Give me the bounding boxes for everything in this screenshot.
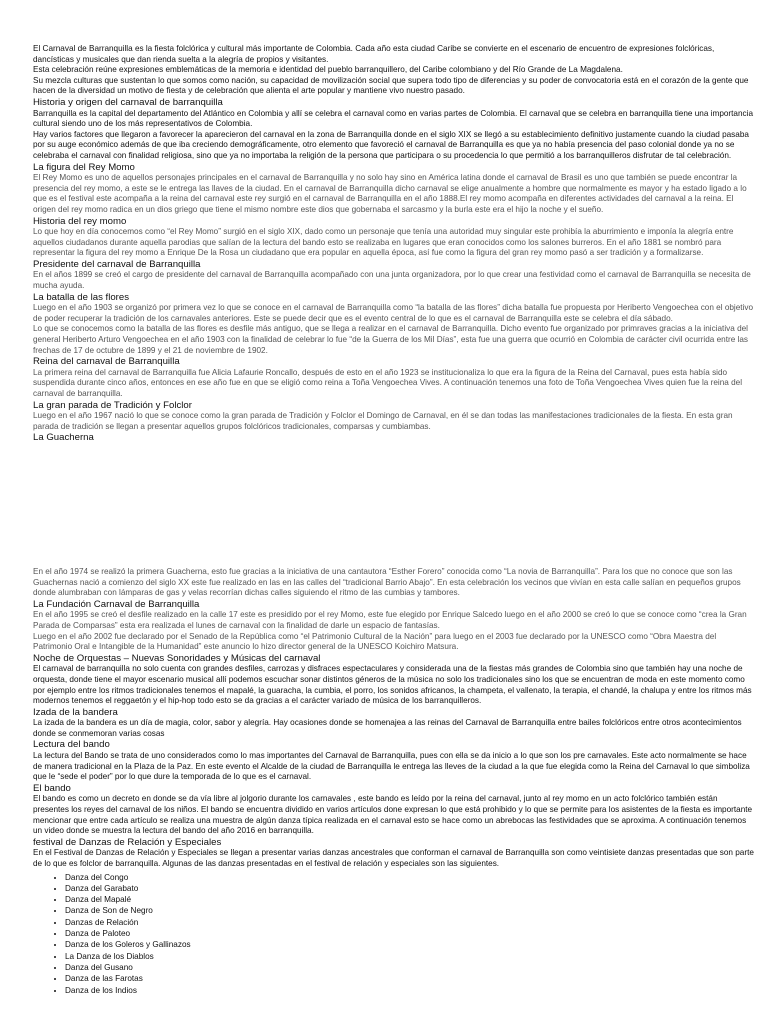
list-item: • Danza del Mapalé: [65, 894, 755, 905]
document-body: [33, 44, 755, 996]
paragraph-batalla-1: Luego en el año 1903 se organizó por primera vez lo que se conoce en el carnaval de Barranquilla como “la batalla de las flores” dicha batalla fue propuesta por Heriberto Vengoechea con el objetivo de poder recuperar la tradición de los carnavales anteriores. Este se puede decir que es el evento central de lo que es el carnaval de Barranquilla este se celebra el día sábado.: [33, 303, 754, 323]
paragraph-lectura-bando: La lectura del Bando se trata de uno considerados como lo mas importantes del Carnaval de Barranquilla, pues con ella se da inicio a lo que son los pre carnavales. Este acto normalmente se hace de manera tradicional en la Plaza de la Paz. En este evento el Alcalde de la ciudad de Barranquilla le entrega las lleves de la ciudad a la que fue elegida como la Reina del Carnaval lo que simboliza que le “sede el poder” por lo que dure la temporada de lo que es el carnaval.: [33, 751, 750, 782]
heading-festival-danzas: festival de Danzas de Relación y Especiales: [33, 836, 222, 848]
paragraph-rey-momo: El Rey Momo es uno de aquellos personajes principales en el carnaval de Barranquilla y no solo hay sino en América latina donde el carnaval de Brasil es uno que también se puede encontrar la presencia del rey momo, a este se le entrega las llaves de la ciudad. En el carnaval de Barranquilla dicho carnaval se elige anualmente a hombre que normalmente es mayor y ha estado ligado a lo que es el festival este acompaña a la reina del carnaval este rey surgió en el carnaval de Barranquilla en el año 1888.El rey momo acompaña en diferentes actividades del carnaval a la reina. El origen del rey momo radica en un dios griego que tiene el mismo nombre este dios que gobernaba el sarcasmo y la burla este era el hijo la noche y el sueño.: [33, 173, 747, 214]
list-item: • Danza del Gusano: [65, 962, 755, 973]
heading-rey-momo: La figura del Rey Momo: [33, 161, 135, 173]
heading-presidente: Presidente del carnaval de Barranquilla: [33, 258, 201, 270]
heading-historia: Historia y origen del carnaval de barranquilla: [33, 96, 223, 108]
paragraph-guacherna: En el año 1974 se realizó la primera Guacherna, esto fue gracias a la iniciativa de una cantautora “Esther Forero” conocida como “La novia de Barranquilla”. Para los que no conoce que son las Guachernas nació a comienzo del siglo XX este fue realizado en las en las calles del “tradicional Barrio Abajo”. En esta celebración los vecinos que vivían en esta calle salían en pequeños grupos donde alumbraban con lámparas de gas y velas recorrían dichas calles siguiendo el ritmo de las cumbias y tambores.: [33, 566, 741, 598]
paragraph-fundacion-1: En el año 1995 se creó el desfile realizado en la calle 17 este es presidido por el rey Momo, este fue elegido por Enrique Salcedo luego en el año 2000 se creó lo que se conoce como “crea la Gran Parada de Comparsas” esta era realizada el lunes de carnaval con la finalidad de darle un espacio de fantasías.: [33, 610, 747, 630]
heading-lectura-bando: Lectura del bando: [33, 739, 110, 751]
heading-batalla-flores: La batalla de las flores: [33, 291, 129, 303]
paragraph-festival-danzas: En el Festival de Danzas de Relación y Especiales se llegan a presentar varias danzas ancestrales que conforman el carnaval de Barranquilla son como veintisiete danzas presentadas que son parte de lo que es folclor de barranquilla. Algunas de las danzas presentadas en el festival de relación y especiales son las siguientes.: [33, 848, 754, 868]
list-item: • Danza de Paloteo: [65, 928, 755, 939]
list-item: • Danza de Son de Negro: [65, 905, 755, 916]
paragraph-izada: La izada de la bandera es un día de magia, color, sabor y alegría. Hay ocasiones donde se homenajea a las reinas del Carnaval de Barranquilla entre bailes folclóricos entre otros acontecimientos donde se conmemoran varias cosas: [33, 718, 742, 738]
paragraph-presidente: En el años 1899 se creó el cargo de presidente del carnaval de Barranquilla acompañado con una junta organizadora, por lo que crear una festividad como el carnaval de Barranquilla se necesita de mucha ayuda.: [33, 270, 751, 291]
list-item: • Danza de las Farotas: [65, 973, 755, 984]
paragraph-reina: La primera reina del carnaval de Barranquilla fue Alicia Lafaurie Roncallo, después de esto en el año 1923 se institucionaliza lo que era la figura de la Reina del Carnaval, pues esta había sido suspendida durante cinco años, entonces en ese año fue en que se eligió como reina a Toña Vengoechea Vives. A continuación tenemos una foto de Toña Vengoechea Vives quien fue la reina del carnaval de barranquilla.: [33, 367, 743, 398]
paragraph-intro-3: Su mezcla culturas que sustentan lo que somos como nación, su capacidad de movilización social que supera todo tipo de diferencias y su poder de convocatoria está en el corazón de la gente que hacen de la diversidad un motivo de fiesta y de celebración que alienta el arte popular y mantiene vivo nuestro pasado.: [33, 75, 749, 96]
paragraph-fundacion-2: Luego en el año 2002 fue declarado por el Senado de la República como “el Patrimonio Cultural de la Nación” para luego en el 2003 fue declarado por la UNESCO como “Obra Maestra del Patrimonio Oral e Intangible de la Humanidad” este anuncio lo hizo director general de la UNESCO Koichiro Matsura.: [33, 631, 717, 652]
heading-guacherna: La Guacherna: [33, 432, 94, 444]
list-item: • Danza de los Goleros y Gallinazos: [65, 939, 755, 950]
paragraph-historia-1: Barranquilla es la capital del departamento del Atlántico en Colombia y allí se celebra el carnaval como en varias partes de Colombia. El carnaval que se celebra en barranquilla tiene una importancia cultural siendo uno de los más representativos de Colombia.: [33, 108, 753, 129]
list-item: • Danzas de Relación: [65, 917, 755, 928]
paragraph-historia-2: Hay varios factores que llegaron a favorecer la aparecieron del carnaval en la zona de Barranquilla donde en el siglo XIX se llegó a su establecimiento definitivo justamente cuando la ciudad pasaba por su auge económico además de que iba creciendo demográficamente, otro elemento que favoreció el carnaval de Barranquilla es que ya no había presencia del paso colonial donde ya no se celebraba el carnaval con finalidad religiosa, sino que ya no importaba la religión de la persona que participara o su procedencia lo que permitió a los barranquilleros disfrutar de tal celebración.: [33, 129, 749, 160]
dance-list: [33, 872, 755, 996]
heading-noche-orquestas: Noche de Orquestas – Nuevas Sonoridades y Músicas del carnaval: [33, 652, 321, 664]
heading-gran-parada: La gran parada de Tradición y Folclor: [33, 399, 192, 411]
list-item: • Danza del Garabato: [65, 883, 755, 894]
heading-izada: Izada de la bandera: [33, 706, 118, 718]
list-item: • Danza de los Indios: [65, 985, 755, 996]
heading-historia-rey-momo: Historia del rey momo: [33, 215, 127, 227]
paragraph-intro-2: Esta celebración reúne expresiones emblemáticas de la memoria e identidad del pueblo barranquillero, del Caribe colombiano y del Río Grande de La Magdalena.: [33, 65, 623, 75]
heading-el-bando: El bando: [33, 782, 71, 794]
paragraph-noche-orquestas: El carnaval de barranquilla no solo cuenta con grandes desfiles, carrozas y disfraces espectaculares y considerada una de la fiestas más grandes de Colombia sino que también hay una noche de orquesta, donde tiene el mayor escenario musical allí podemos escuchar sonar distintos géneros de la música no solo los tradicionales sino los que se encuentran de moda en este momento como por ejemplo entre los ritmos tradicionales tenemos el mapalé, la guaracha, la cumbia, el porro, los sonidos africanos, la champeta, el vallenato, la terapia, el chandé, la chalupa y entre los ritmos más modernos tenemos el reggaetón y el hip-hop todo esto se da gracias a el carácter variado de música de los barranquilleros.: [33, 664, 752, 706]
paragraph-intro-1: El Carnaval de Barranquilla es la fiesta folclórica y cultural más importante de Colombia. Cada año esta ciudad Caribe se convierte en el escenario de encuentro de expresiones folclóricas, dancísticas y musicales que dan rienda suelta a la alegría de propios y visitantes.: [33, 44, 715, 64]
paragraph-el-bando: El bando es como un decreto en donde se da vía libre al jolgorio durante los carnavales , este bando es leído por la reina del carnaval, junto al rey momo en un acto folclórico también están presentes los reyes del carnaval de los niños. El bando se encuentra dividido en varios artículos done expresan lo que está prohibido y lo que se permite para los asistentes de la fiesta es importante mencionar que entre cada artículo se realiza una muestra de algún danza típica realizada en el carnaval esto se hace como un abrebocas las festividades que se aproxima. A continuación tenemos un video donde se muestra la lectura del bando del año 2016 en barranquilla.: [33, 794, 753, 836]
list-item: • Danza del Congo: [65, 872, 755, 883]
heading-fundacion: La Fundación Carnaval de Barranquilla: [33, 598, 200, 610]
image-placeholder-blank: [33, 444, 755, 567]
paragraph-historia-rey-momo: Lo que hoy en día conocemos como “el Rey Momo” surgió en el siglo XIX, dado como un personaje que tenía una autoridad muy singular este prohibía la aburrimiento e imponía la alegría entre aquellos ciudadanos durante aquella parodias que salían de la lectura del bando esto se realizaba en lugares que eran conocidos como los salones burreros. En el año 1881 se nombró para representar la figura del rey momo a Enrique De la Rosa un ciudadano que era popular en aquella época, así fue como la figura del gran rey momo pasó a ser tradición y a formalizarse.: [33, 227, 734, 258]
heading-reina: Reina del carnaval de Barranquilla: [33, 356, 180, 368]
list-item: • La Danza de los Diablos: [65, 951, 755, 962]
paragraph-gran-parada: Luego en el año 1967 nació lo que se conoce como la gran parada de Tradición y Folclor el Domingo de Carnaval, en él se dan todas las manifestaciones tradicionales de la fiesta. En esta gran parada de tradición se llegan a presentar aquellos grupos folclóricos tradicionales, comparsas y cumbiambas.: [33, 411, 733, 431]
paragraph-batalla-2: Lo que se conocemos como la batalla de las flores es desfile más antiguo, que se llega a realizar en el carnaval de Barranquilla. Dicho evento fue organizado por primraves gracias a la iniciativa del general Heriberto Arturo Vengoechea en el año 1903 con la finalidad de celebrar lo fue “de la Guerra de los Mil Días”, esta fue una guerra que ocurrió en Colombia de carácter civil ocurrida entre las frechas de 17 de octubre de 1899 y el 21 de noviembre de 1902.: [33, 324, 748, 355]
